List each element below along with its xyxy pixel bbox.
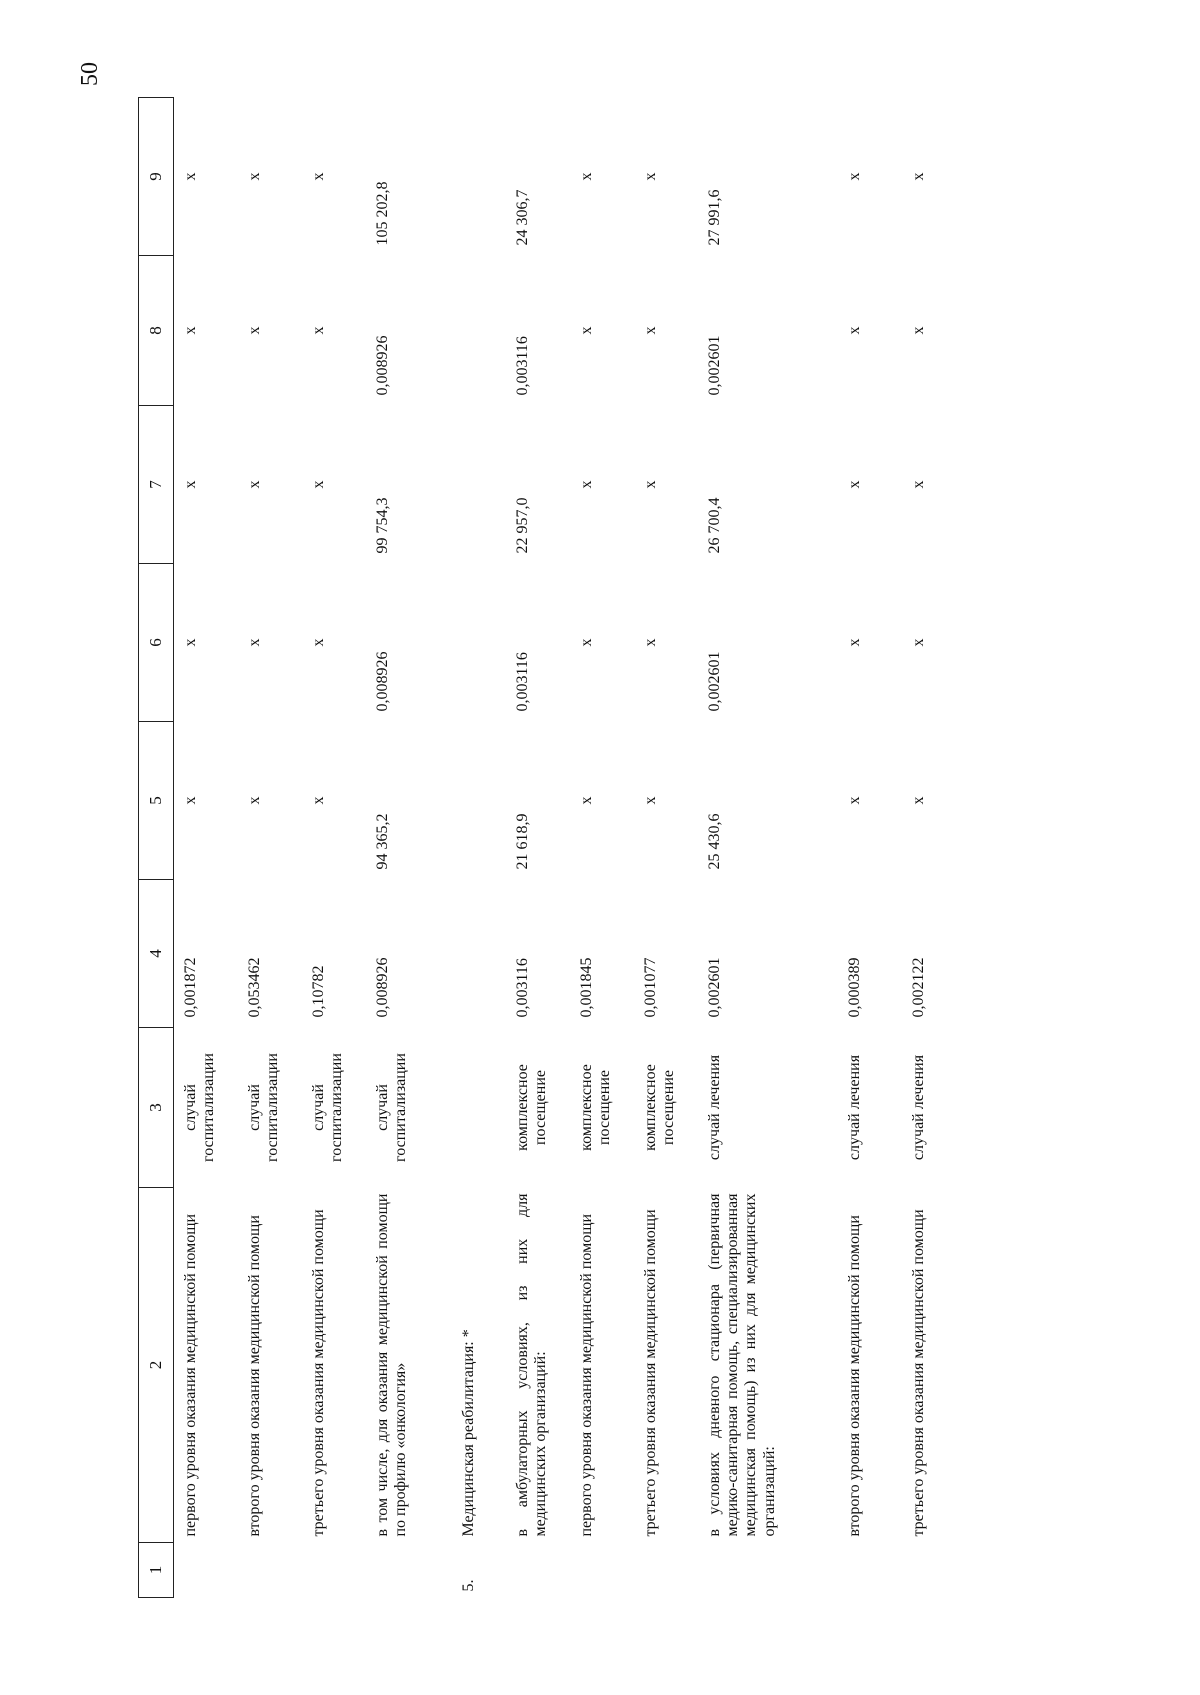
volume-norm: 0,000389 bbox=[845, 957, 863, 1018]
cost-norm-year3: х bbox=[845, 172, 863, 181]
cost-norm-year3: х bbox=[577, 172, 595, 181]
unit-of-measure: комплексное посещение bbox=[641, 1064, 677, 1151]
cost-norm-year1: х bbox=[245, 796, 263, 805]
volume-norm: 0,001845 bbox=[577, 957, 595, 1018]
col-header-5: 5 bbox=[139, 722, 174, 880]
cost-norm-year3: х bbox=[182, 172, 199, 181]
section-number: 5. bbox=[459, 1579, 477, 1592]
volume-norm-year3: х bbox=[309, 326, 327, 335]
unit-of-measure: комплексное посещение bbox=[513, 1064, 549, 1151]
row-number bbox=[302, 1543, 366, 1598]
cost-norm-year2 bbox=[452, 406, 506, 564]
care-level-name: третьего уровня оказания медицинской помощи bbox=[309, 1209, 327, 1537]
header-row bbox=[139, 98, 174, 1598]
cost-norm-year1: 25 430,6 bbox=[705, 813, 723, 870]
care-level-name: третьего уровня оказания медицинской помощи bbox=[641, 1209, 659, 1537]
cost-norm-year3: х bbox=[641, 172, 659, 181]
volume-norm-year2: 0,008926 bbox=[373, 651, 391, 712]
volume-norm-year3 bbox=[452, 256, 506, 406]
care-level-name: второго уровня оказания медицинской помощи bbox=[245, 1215, 263, 1537]
cost-norm-year2: х bbox=[577, 480, 595, 489]
care-level-name: в условиях дневного стационара (первичная медико-санитарная помощь, специализированная медицинская помощь) из них для медицинских организаций: bbox=[705, 1193, 778, 1537]
cost-norm-year2: х bbox=[309, 480, 327, 489]
volume-norm-year3: х bbox=[245, 326, 263, 335]
cost-norm-year1 bbox=[452, 722, 506, 880]
volume-norm-year3: х bbox=[845, 326, 863, 335]
unit-of-measure: случай госпитализации bbox=[309, 1053, 345, 1162]
care-level-name: в том числе, для оказания медицинской помощи по профилю «онкология» bbox=[373, 1193, 409, 1537]
volume-norm-year2 bbox=[452, 564, 506, 722]
volume-norm-year2: х bbox=[245, 638, 263, 647]
volume-norm-year2: х bbox=[309, 638, 327, 647]
cost-norm-year1: х bbox=[182, 796, 199, 805]
table-row bbox=[838, 98, 902, 1598]
row-number bbox=[570, 1543, 634, 1598]
volume-norm-year2: 0,003116 bbox=[513, 652, 531, 712]
volume-norm-year3: х bbox=[641, 326, 659, 335]
rotated-page-content bbox=[138, 98, 1138, 1598]
col-header-8: 8 bbox=[139, 256, 174, 406]
cost-norm-year3: х bbox=[909, 172, 927, 181]
cost-norm-year2: 99 754,3 bbox=[373, 497, 391, 554]
table-row bbox=[570, 98, 634, 1598]
cost-norm-year1: х bbox=[909, 796, 927, 805]
volume-norm-year2: х bbox=[182, 638, 199, 647]
row-number bbox=[698, 1543, 838, 1598]
volume-norm-year2: х bbox=[909, 638, 927, 647]
norms-table bbox=[138, 97, 966, 1598]
volume-norm: 0,053462 bbox=[245, 957, 263, 1018]
table-row bbox=[174, 98, 238, 1598]
unit-of-measure bbox=[452, 1028, 506, 1188]
volume-norm-year2: х bbox=[641, 638, 659, 647]
row-number bbox=[838, 1543, 902, 1598]
volume-norm: 0,002601 bbox=[705, 957, 723, 1018]
col-header-4: 4 bbox=[139, 880, 174, 1028]
volume-norm: 0,002122 bbox=[909, 957, 927, 1018]
volume-norm-year3: 0,008926 bbox=[373, 335, 391, 396]
volume-norm: 0,001872 bbox=[182, 957, 199, 1018]
row-number bbox=[366, 1543, 452, 1598]
cost-norm-year2: х bbox=[245, 480, 263, 489]
row-number bbox=[902, 1543, 966, 1598]
cost-norm-year3: х bbox=[245, 172, 263, 181]
volume-norm: 0,10782 bbox=[309, 965, 327, 1018]
cost-norm-year3: 24 306,7 bbox=[513, 189, 531, 246]
cost-norm-year3: 27 991,6 bbox=[705, 189, 723, 246]
volume-norm-year3: 0,003116 bbox=[513, 336, 531, 396]
cost-norm-year1: х bbox=[577, 796, 595, 805]
unit-of-measure: комплексное посещение bbox=[577, 1064, 613, 1151]
unit-of-measure: случай лечения bbox=[909, 1054, 927, 1161]
table-row bbox=[634, 98, 698, 1598]
section-row bbox=[452, 98, 506, 1598]
table-row bbox=[698, 98, 838, 1598]
volume-norm-year2: 0,002601 bbox=[705, 651, 723, 712]
col-header-3: 3 bbox=[139, 1028, 174, 1188]
cost-norm-year1: х bbox=[309, 796, 327, 805]
unit-of-measure: случай госпитализации bbox=[373, 1053, 409, 1162]
cost-norm-year2: х bbox=[641, 480, 659, 489]
cost-norm-year2: х bbox=[909, 480, 927, 489]
col-header-6: 6 bbox=[139, 564, 174, 722]
care-level-name: третьего уровня оказания медицинской помощи bbox=[909, 1209, 927, 1537]
volume-norm-year2: х bbox=[577, 638, 595, 647]
cost-norm-year2: 26 700,4 bbox=[705, 497, 723, 554]
section-title: Медицинская реабилитация: * bbox=[459, 1329, 477, 1537]
volume-norm-year3: х bbox=[909, 326, 927, 335]
cost-norm-year3: х bbox=[309, 172, 327, 181]
row-number bbox=[238, 1543, 302, 1598]
volume-norm bbox=[452, 880, 506, 1028]
unit-of-measure: случай лечения bbox=[845, 1054, 863, 1161]
row-number bbox=[634, 1543, 698, 1598]
volume-norm: 0,003116 bbox=[513, 958, 531, 1018]
care-level-name: первого уровня оказания медицинской помощи bbox=[577, 1213, 595, 1537]
volume-norm-year2: х bbox=[845, 638, 863, 647]
col-header-1: 1 bbox=[139, 1543, 174, 1598]
volume-norm-year3: х bbox=[577, 326, 595, 335]
row-number bbox=[506, 1543, 570, 1598]
table-row bbox=[506, 98, 570, 1598]
cost-norm-year2: х bbox=[182, 480, 199, 489]
cost-norm-year2: х bbox=[845, 480, 863, 489]
care-level-name: первого уровня оказания медицинской помощи bbox=[182, 1213, 199, 1537]
volume-norm-year3: х bbox=[182, 326, 199, 335]
table-row bbox=[238, 98, 302, 1598]
unit-of-measure: случай госпитализации bbox=[182, 1053, 218, 1162]
col-header-9: 9 bbox=[139, 98, 174, 256]
cost-norm-year1: 94 365,2 bbox=[373, 813, 391, 870]
page-number: 50 bbox=[77, 62, 103, 86]
cost-norm-year2: 22 957,0 bbox=[513, 497, 531, 554]
care-level-name: второго уровня оказания медицинской помощи bbox=[845, 1215, 863, 1537]
cost-norm-year3: 105 202,8 bbox=[373, 181, 391, 246]
volume-norm-year3: 0,002601 bbox=[705, 335, 723, 396]
care-level-name: в амбулаторных условиях, из них для медицинских организаций: bbox=[513, 1193, 549, 1537]
volume-norm: 0,008926 bbox=[373, 957, 391, 1018]
col-header-7: 7 bbox=[139, 406, 174, 564]
cost-norm-year1: х bbox=[845, 796, 863, 805]
volume-norm: 0,001077 bbox=[641, 957, 659, 1018]
cost-norm-year1: 21 618,9 bbox=[513, 813, 531, 870]
unit-of-measure: случай госпитализации bbox=[245, 1053, 281, 1162]
table-row bbox=[366, 98, 452, 1598]
table-row bbox=[302, 98, 366, 1598]
cost-norm-year1: х bbox=[641, 796, 659, 805]
cost-norm-year3 bbox=[452, 98, 506, 256]
table-row bbox=[902, 98, 966, 1598]
unit-of-measure: случай лечения bbox=[705, 1054, 723, 1161]
row-number bbox=[174, 1543, 238, 1598]
col-header-2: 2 bbox=[139, 1188, 174, 1543]
